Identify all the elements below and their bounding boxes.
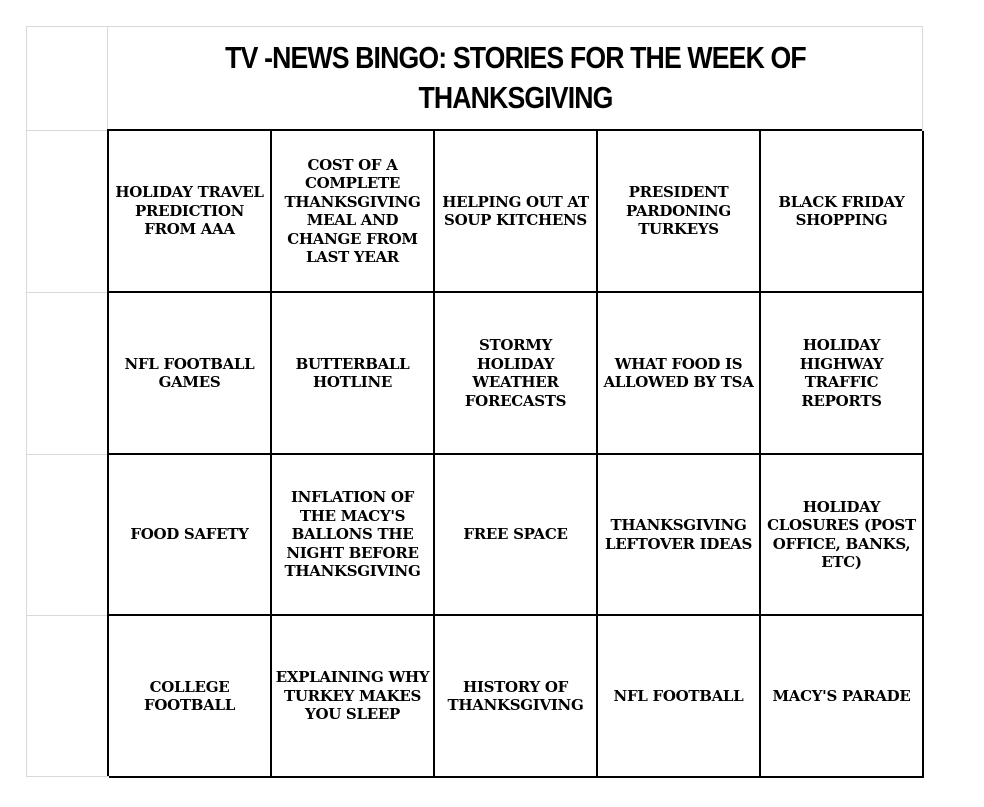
bingo-cell [598,616,761,778]
bingo-cell-text: HELPING OUT AT SOUP KITCHENS [442,192,589,229]
bingo-card [107,129,922,776]
bingo-cell-text: INFLATION OF THE MACY'S BALLONS THE NIGHT BEFORE THANKSGIVING [284,488,421,581]
gridline [26,454,108,455]
bingo-cell [272,455,435,616]
bingo-cell-text: COST OF A COMPLETE THANKSGIVING MEAL AND CHANGE FROM LAST YEAR [284,155,421,266]
bingo-cell-text: HISTORY OF THANKSGIVING [447,677,584,714]
bingo-cell-text: EXPLAINING WHY TURKEY MAKES YOU SLEEP [275,668,430,724]
bingo-cell [761,131,924,293]
bingo-cell [598,293,761,455]
bingo-cell-text: THANKSGIVING LEFTOVER IDEAS [604,516,753,553]
bingo-cell-text: HOLIDAY HIGHWAY TRAFFIC REPORTS [799,336,884,410]
gridline [26,615,108,616]
bingo-cell [109,455,272,616]
bingo-cell-text: BUTTERBALL HOTLINE [295,354,410,391]
bingo-cell-text: WHAT FOOD IS ALLOWED BY TSA [603,354,754,391]
free-space-cell [435,455,598,616]
page-title-text: TV -NEWS BINGO: STORIES FOR THE WEEK OF THANKSGIVING [225,40,806,115]
bingo-cell [761,455,924,616]
bingo-cell [598,455,761,616]
bingo-cell-text: FOOD SAFETY [130,525,249,544]
page-title [165,26,866,130]
gridline [26,26,27,777]
bingo-cell-text: MACY'S PARADE [772,686,911,705]
bingo-cell [272,293,435,455]
bingo-cell-text: NFL FOOTBALL GAMES [124,354,255,391]
bingo-cell-text: HOLIDAY TRAVEL PREDICTION FROM AAA [115,183,264,239]
bingo-cell [435,293,598,455]
bingo-cell [272,131,435,293]
bingo-cell-text: STORMY HOLIDAY WEATHER FORECASTS [464,336,567,410]
bingo-cell [598,131,761,293]
bingo-cell-text: BLACK FRIDAY SHOPPING [778,192,905,229]
bingo-cell [761,616,924,778]
bingo-cell-text: COLLEGE FOOTBALL [144,677,235,714]
bingo-cell [272,616,435,778]
bingo-cell-text: NFL FOOTBALL [613,686,744,705]
bingo-cell [109,131,272,293]
gridline [26,292,108,293]
bingo-cell-text: HOLIDAY CLOSURES (POST OFFICE, BANKS, ETC) [767,497,916,571]
gridline [26,130,108,131]
bingo-cell [109,616,272,778]
bingo-cell-text: PRESIDENT PARDONING TURKEYS [626,183,731,239]
bingo-cell [435,131,598,293]
bingo-cell [109,293,272,455]
gridline [107,26,108,130]
bingo-cell [761,293,924,455]
bingo-cell [435,616,598,778]
bingo-cell-text: FREE SPACE [463,525,568,544]
